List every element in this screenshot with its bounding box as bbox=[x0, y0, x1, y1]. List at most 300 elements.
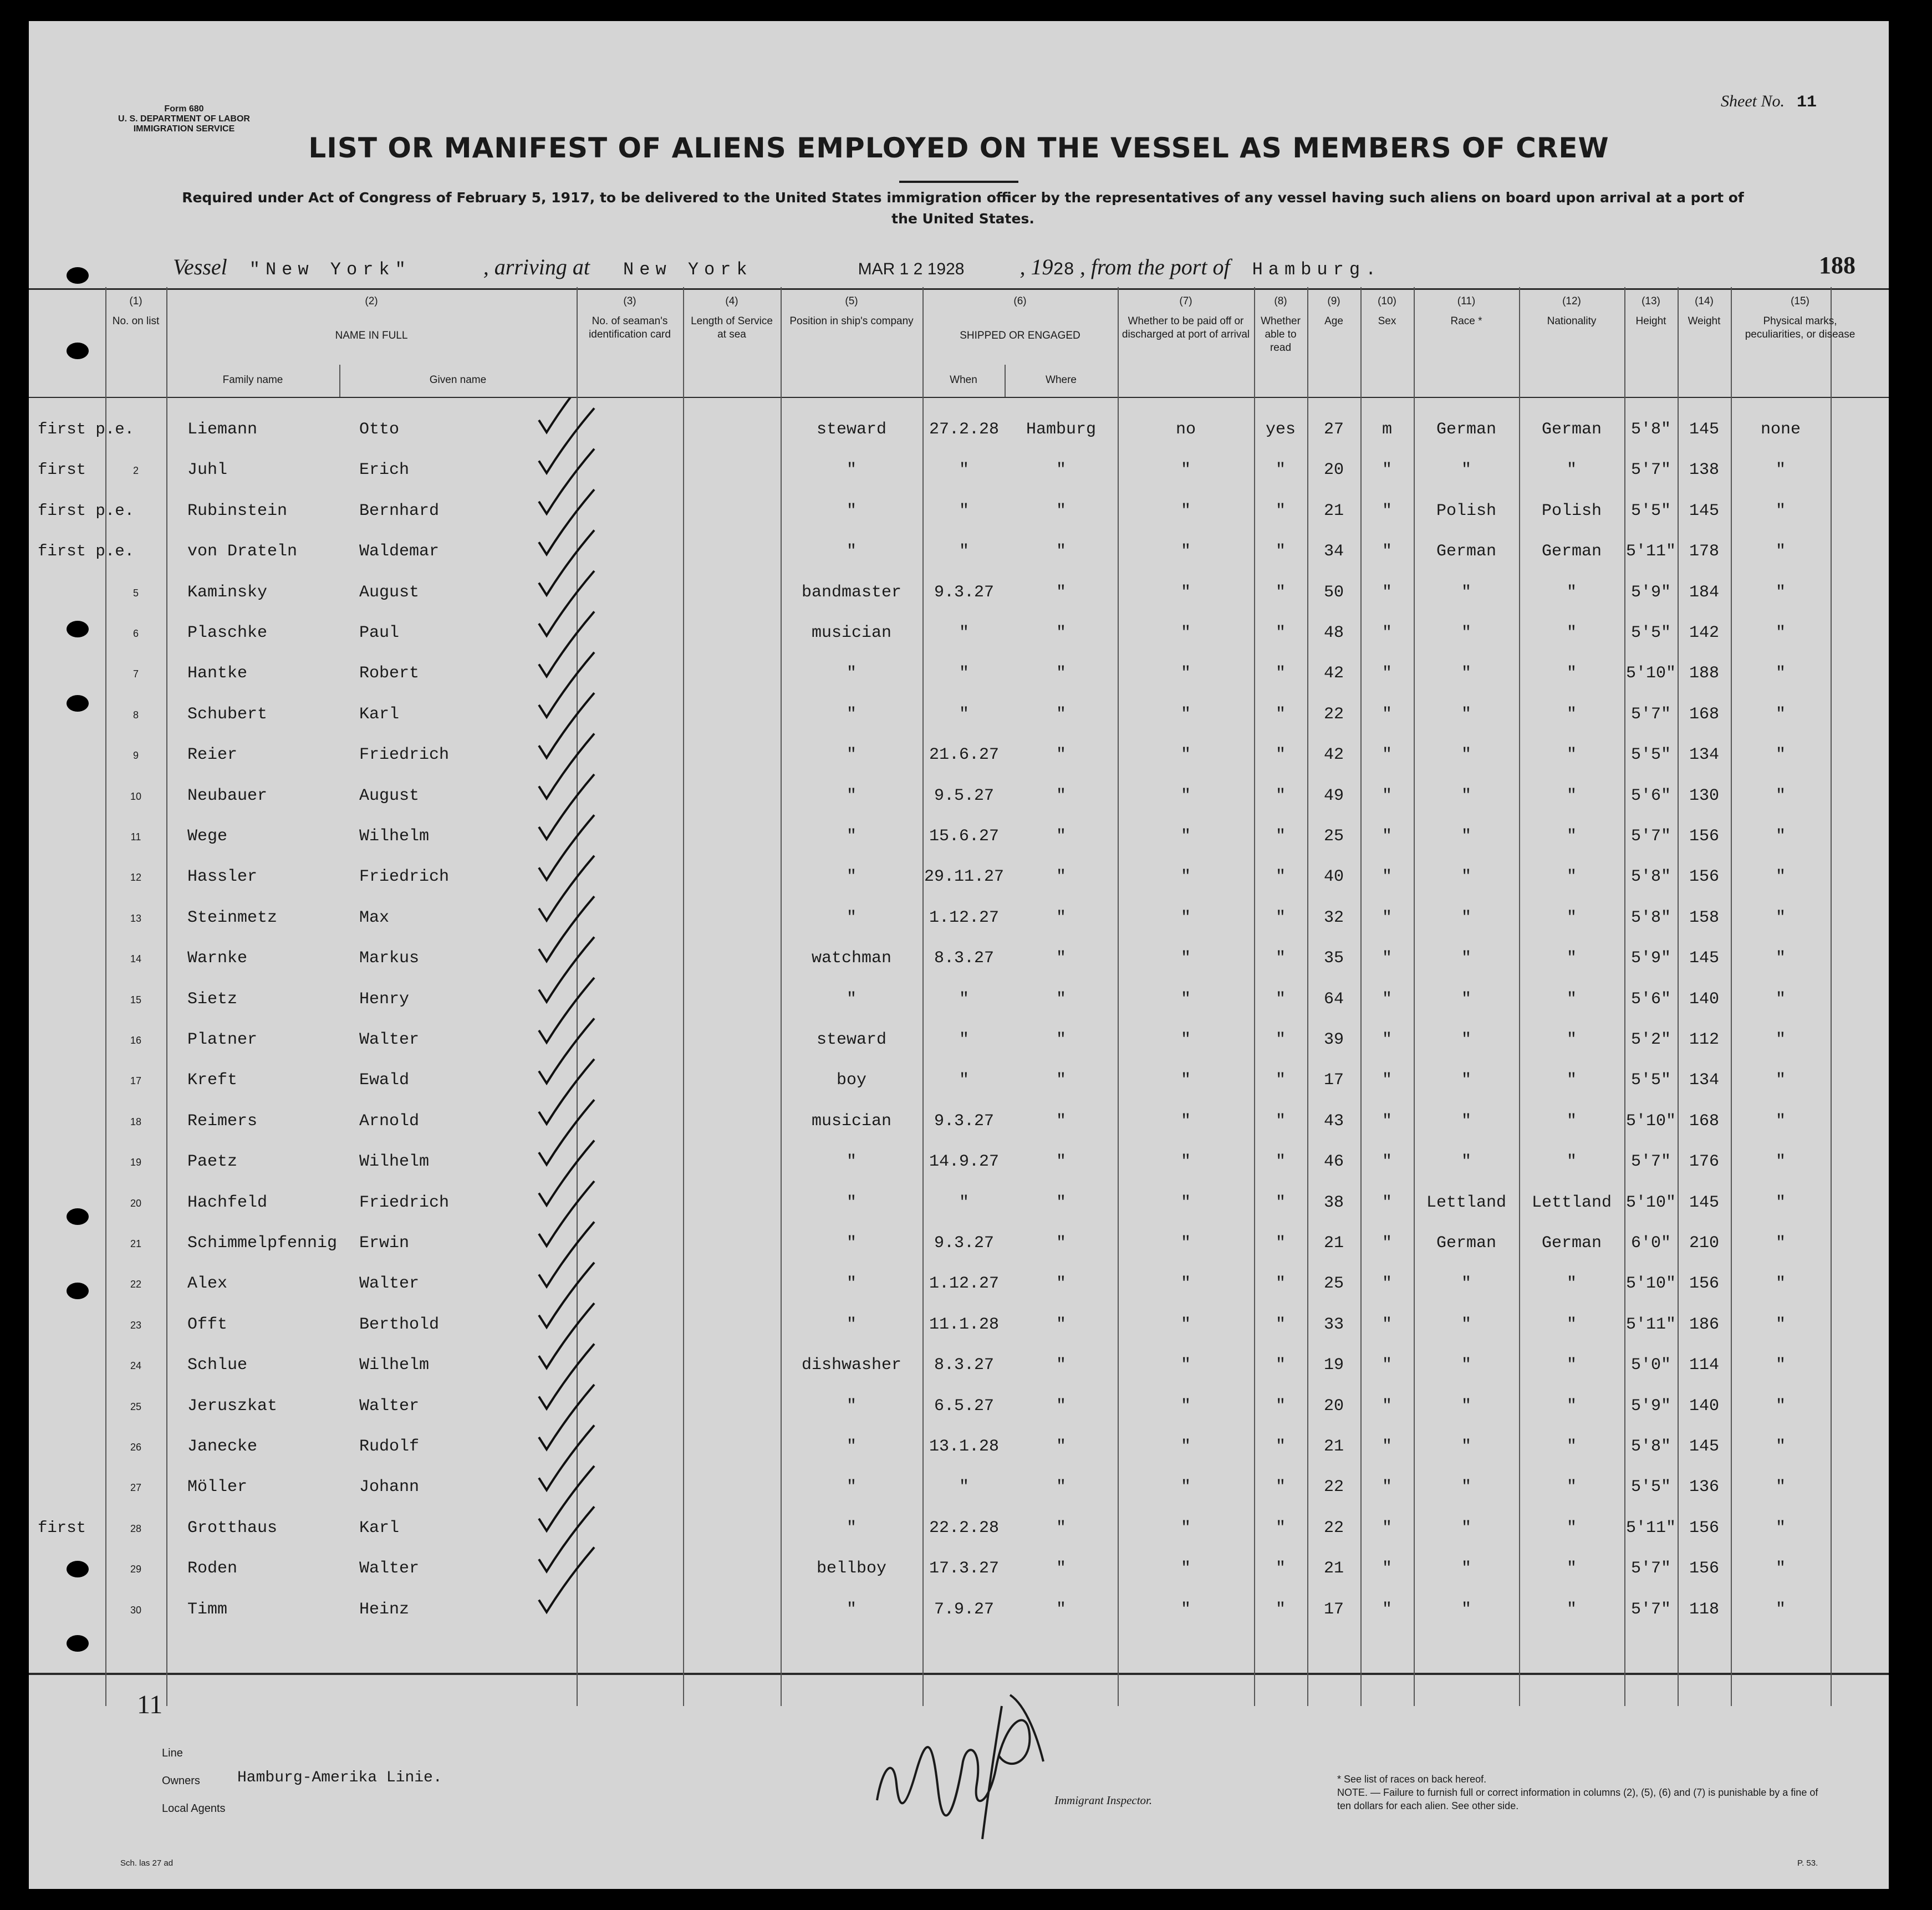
cell-height: 5'8" bbox=[1630, 908, 1671, 927]
cell-read: " bbox=[1275, 1396, 1286, 1416]
owners-value: Hamburg-Amerika Linie. bbox=[237, 1769, 442, 1786]
cell-age: 20 bbox=[1323, 461, 1344, 480]
cell-marks: " bbox=[1775, 1396, 1786, 1416]
cell-age: 46 bbox=[1323, 1152, 1344, 1172]
cell-read: " bbox=[1275, 1152, 1286, 1172]
cell-age: 22 bbox=[1323, 704, 1344, 724]
cell-where: " bbox=[1056, 1030, 1066, 1049]
cell-position: " bbox=[846, 704, 857, 724]
cell-when: 9.3.27 bbox=[934, 583, 995, 602]
cell-paid: " bbox=[1180, 867, 1191, 887]
cell-nationality: " bbox=[1566, 664, 1577, 683]
checkmark bbox=[539, 1506, 594, 1571]
column-number: (7) bbox=[1179, 295, 1192, 307]
cell-sex: " bbox=[1382, 1315, 1392, 1334]
cell-given: Paul bbox=[359, 624, 400, 642]
cell-when: " bbox=[959, 461, 969, 480]
cell-height: 5'9" bbox=[1630, 949, 1671, 968]
cell-where: " bbox=[1056, 1193, 1066, 1212]
column-sublabel: Family name bbox=[222, 374, 283, 386]
checkmark bbox=[539, 815, 594, 880]
arriving-label: , arriving at bbox=[483, 254, 590, 279]
cell-when: " bbox=[959, 1030, 969, 1049]
cell-when: 8.3.27 bbox=[934, 949, 995, 968]
column-number: (3) bbox=[623, 295, 636, 307]
cell-position: " bbox=[846, 1193, 857, 1212]
cell-sex: " bbox=[1382, 989, 1392, 1009]
cell-position: " bbox=[846, 1478, 857, 1497]
column-label: Age bbox=[1324, 315, 1343, 327]
row-status-prefix: first p.e. bbox=[38, 420, 135, 438]
cell-position: " bbox=[846, 1396, 857, 1416]
cell-given: Max bbox=[359, 908, 390, 927]
cell-race: " bbox=[1461, 664, 1471, 683]
cell-sex: " bbox=[1382, 1030, 1392, 1049]
cell-read: " bbox=[1275, 949, 1286, 968]
cell-where: " bbox=[1056, 1518, 1066, 1538]
cell-race: " bbox=[1461, 1356, 1471, 1375]
cell-race: " bbox=[1461, 1437, 1471, 1456]
cell-weight: 156 bbox=[1689, 827, 1719, 846]
cell-paid: " bbox=[1180, 704, 1191, 724]
cell-no: 9 bbox=[132, 750, 139, 762]
cell-weight: 188 bbox=[1689, 664, 1719, 683]
arriving-port: New York bbox=[623, 259, 753, 280]
cell-sex: " bbox=[1382, 867, 1392, 887]
cell-no: 16 bbox=[130, 1035, 142, 1046]
cell-height: 5'11" bbox=[1625, 1518, 1676, 1538]
cell-paid: " bbox=[1180, 1274, 1191, 1294]
page-subtitle: Required under Act of Congress of February 5, 1917, to be delivered to the United States immigration officer by the representatives of any vessel having such aliens on board upon arrival at a port of the United States. bbox=[182, 190, 1744, 227]
cell-read: " bbox=[1275, 1030, 1286, 1049]
cell-read: " bbox=[1275, 664, 1286, 683]
cell-read: " bbox=[1275, 704, 1286, 724]
cell-family: Möller bbox=[187, 1478, 248, 1497]
cell-marks: " bbox=[1775, 501, 1786, 520]
cell-nationality: " bbox=[1566, 908, 1577, 927]
cell-position: watchman bbox=[811, 949, 892, 968]
cell-race: " bbox=[1461, 1152, 1471, 1172]
cell-given: Robert bbox=[359, 664, 420, 683]
cell-height: 5'11" bbox=[1625, 542, 1676, 561]
checkmark bbox=[539, 408, 594, 473]
cell-weight: 130 bbox=[1689, 786, 1719, 805]
column-number: (9) bbox=[1327, 295, 1340, 307]
cell-given: Heinz bbox=[359, 1600, 410, 1619]
owners-label: Owners bbox=[162, 1775, 200, 1787]
cell-no: 5 bbox=[132, 587, 139, 599]
cell-paid: " bbox=[1180, 949, 1191, 968]
cell-given: Johann bbox=[359, 1478, 420, 1497]
cell-where: " bbox=[1056, 786, 1066, 805]
cell-age: 38 bbox=[1323, 1193, 1344, 1212]
cell-weight: 134 bbox=[1689, 1071, 1719, 1090]
cell-nationality: " bbox=[1566, 989, 1577, 1009]
cell-when: 21.6.27 bbox=[929, 745, 1000, 765]
cell-position: " bbox=[846, 1600, 857, 1619]
cell-sex: " bbox=[1382, 908, 1392, 927]
cell-read: " bbox=[1275, 1437, 1286, 1456]
cell-no: 6 bbox=[132, 628, 139, 639]
cell-nationality: " bbox=[1566, 827, 1577, 846]
cell-given: Friedrich bbox=[359, 745, 450, 765]
cell-race: " bbox=[1461, 583, 1471, 602]
cell-where: " bbox=[1056, 1478, 1066, 1497]
cell-when: 22.2.28 bbox=[929, 1518, 1000, 1538]
cell-family: Platner bbox=[187, 1030, 258, 1049]
department-name: U. S. DEPARTMENT OF LABOR bbox=[118, 114, 250, 124]
cell-position: " bbox=[846, 908, 857, 927]
cell-read: " bbox=[1275, 1071, 1286, 1090]
cell-marks: " bbox=[1775, 1152, 1786, 1172]
cell-family: Schlue bbox=[187, 1356, 248, 1375]
cell-position: " bbox=[846, 827, 857, 846]
cell-position: " bbox=[846, 989, 857, 1009]
cell-position: " bbox=[846, 461, 857, 480]
cell-given: Wilhelm bbox=[359, 1152, 430, 1172]
cell-race: " bbox=[1461, 1315, 1471, 1334]
cell-position: musician bbox=[811, 624, 892, 642]
cell-height: 5'0" bbox=[1630, 1356, 1671, 1375]
cell-sex: " bbox=[1382, 827, 1392, 846]
page-title: LIST OR MANIFEST OF ALIENS EMPLOYED ON THE VESSEL AS MEMBERS OF CREW bbox=[308, 132, 1609, 164]
cell-weight: 145 bbox=[1689, 501, 1719, 520]
checkmark bbox=[539, 1303, 594, 1368]
cell-paid: " bbox=[1180, 1356, 1191, 1375]
cell-when: " bbox=[959, 664, 969, 683]
cell-no: 8 bbox=[132, 709, 139, 721]
checkmark bbox=[539, 774, 594, 839]
cell-paid: " bbox=[1180, 1030, 1191, 1049]
cell-position: " bbox=[846, 745, 857, 765]
cell-race: " bbox=[1461, 949, 1471, 968]
checkmark bbox=[539, 1141, 594, 1206]
cell-sex: " bbox=[1382, 542, 1392, 561]
column-label: Physical marks, peculiarities, or disease bbox=[1745, 315, 1855, 340]
cell-no: 2 bbox=[132, 465, 139, 477]
cell-weight: 156 bbox=[1689, 1518, 1719, 1538]
sheet-number bbox=[1721, 92, 1817, 112]
cell-where: " bbox=[1056, 461, 1066, 480]
cell-age: 21 bbox=[1323, 1234, 1344, 1253]
cell-age: 33 bbox=[1323, 1315, 1344, 1334]
cell-family: Roden bbox=[187, 1559, 238, 1579]
vessel-label: Vessel bbox=[173, 254, 227, 279]
cell-paid: " bbox=[1180, 1559, 1191, 1579]
column-label: Height bbox=[1635, 315, 1666, 327]
cell-sex: " bbox=[1382, 1437, 1392, 1456]
cell-race: " bbox=[1461, 1274, 1471, 1294]
column-number: (11) bbox=[1457, 295, 1476, 307]
cell-position: " bbox=[846, 1234, 857, 1253]
cell-height: 5'7" bbox=[1630, 1600, 1671, 1619]
date-stamp: MAR 1 2 1928 bbox=[858, 260, 965, 278]
cell-sex: " bbox=[1382, 949, 1392, 968]
cell-position: " bbox=[846, 867, 857, 887]
cell-family: Jeruszkat bbox=[187, 1396, 278, 1416]
cell-read: " bbox=[1275, 583, 1286, 602]
cell-read: yes bbox=[1265, 420, 1296, 439]
cell-marks: " bbox=[1775, 1600, 1786, 1619]
checkmark bbox=[539, 1385, 594, 1449]
cell-nationality: Polish bbox=[1541, 501, 1602, 520]
cell-no: 21 bbox=[130, 1238, 142, 1249]
cell-marks: " bbox=[1775, 1111, 1786, 1131]
cell-where: " bbox=[1056, 1111, 1066, 1131]
cell-height: 5'10" bbox=[1625, 1111, 1676, 1131]
cell-family: Timm bbox=[187, 1600, 228, 1619]
checkmark bbox=[539, 693, 594, 758]
cell-weight: 168 bbox=[1689, 1111, 1719, 1131]
cell-when: 15.6.27 bbox=[929, 827, 1000, 846]
cell-when: " bbox=[959, 704, 969, 724]
cell-race: Polish bbox=[1436, 501, 1497, 520]
cell-read: " bbox=[1275, 461, 1286, 480]
cell-family: Janecke bbox=[187, 1437, 258, 1456]
cell-given: Bernhard bbox=[359, 501, 440, 520]
cell-where: " bbox=[1056, 1356, 1066, 1375]
cell-where: " bbox=[1056, 501, 1066, 520]
cell-height: 5'8" bbox=[1630, 867, 1671, 887]
cell-age: 39 bbox=[1323, 1030, 1344, 1049]
cell-family: Hachfeld bbox=[187, 1193, 268, 1212]
cell-age: 20 bbox=[1323, 1396, 1344, 1416]
cell-given: Waldemar bbox=[359, 542, 440, 561]
cell-nationality: German bbox=[1541, 420, 1602, 439]
cell-paid: " bbox=[1180, 1193, 1191, 1212]
cell-family: Wege bbox=[187, 827, 228, 846]
cell-when: " bbox=[959, 624, 969, 642]
cell-sex: " bbox=[1382, 583, 1392, 602]
cell-height: 5'5" bbox=[1630, 745, 1671, 765]
cell-no: 28 bbox=[130, 1523, 142, 1534]
cell-given: Erich bbox=[359, 461, 410, 480]
cell-when: 9.5.27 bbox=[934, 786, 995, 805]
cell-nationality: German bbox=[1541, 542, 1602, 561]
sheet-value: 11 bbox=[1796, 93, 1817, 112]
cell-family: Sietz bbox=[187, 989, 238, 1009]
cell-weight: 142 bbox=[1689, 624, 1719, 642]
cell-height: 5'7" bbox=[1630, 1559, 1671, 1579]
service-name: IMMIGRATION SERVICE bbox=[133, 124, 235, 134]
checkmark bbox=[539, 1425, 594, 1490]
cell-age: 17 bbox=[1323, 1600, 1344, 1619]
punch-hole bbox=[67, 1561, 89, 1577]
row-status-prefix: first bbox=[38, 461, 86, 479]
cell-position: bellboy bbox=[816, 1559, 887, 1579]
column-number: (5) bbox=[845, 295, 858, 307]
cell-height: 5'5" bbox=[1630, 1071, 1671, 1090]
checkmark bbox=[539, 978, 594, 1043]
cell-no: 26 bbox=[130, 1442, 142, 1453]
cell-position: steward bbox=[816, 420, 887, 439]
cell-when: 11.1.28 bbox=[929, 1315, 1000, 1334]
cell-race: " bbox=[1461, 1478, 1471, 1497]
column-label: Weight bbox=[1688, 315, 1721, 327]
column-sublabel: Given name bbox=[429, 374, 487, 386]
cell-when: 7.9.27 bbox=[934, 1600, 995, 1619]
cell-where: " bbox=[1056, 704, 1066, 724]
cell-sex: " bbox=[1382, 786, 1392, 805]
cell-given: August bbox=[359, 786, 420, 805]
column-number: (4) bbox=[725, 295, 738, 307]
cell-age: 21 bbox=[1323, 1437, 1344, 1456]
cell-race: " bbox=[1461, 989, 1471, 1009]
cell-paid: " bbox=[1180, 1111, 1191, 1131]
column-number: (10) bbox=[1378, 295, 1396, 307]
cell-where: " bbox=[1056, 1274, 1066, 1294]
cell-read: " bbox=[1275, 1274, 1286, 1294]
cell-nationality: " bbox=[1566, 1396, 1577, 1416]
cell-nationality: " bbox=[1566, 1030, 1577, 1049]
cell-where: " bbox=[1056, 745, 1066, 765]
checkmark bbox=[539, 530, 594, 595]
cell-when: 14.9.27 bbox=[929, 1152, 1000, 1172]
cell-nationality: " bbox=[1566, 1356, 1577, 1375]
sheet-label: Sheet No. bbox=[1721, 92, 1785, 110]
cell-paid: " bbox=[1180, 989, 1191, 1009]
cell-nationality: " bbox=[1566, 1600, 1577, 1619]
cell-weight: 140 bbox=[1689, 989, 1719, 1009]
cell-where: " bbox=[1056, 989, 1066, 1009]
cell-given: Walter bbox=[359, 1030, 420, 1049]
cell-marks: " bbox=[1775, 786, 1786, 805]
cell-paid: " bbox=[1180, 1396, 1191, 1416]
column-label: Length of Service at sea bbox=[691, 315, 773, 340]
year-label: , 19 bbox=[1019, 254, 1053, 279]
checkmark bbox=[539, 1466, 594, 1531]
cell-nationality: " bbox=[1566, 1071, 1577, 1090]
checkmark bbox=[539, 1344, 594, 1409]
cell-race: " bbox=[1461, 624, 1471, 642]
punch-hole bbox=[67, 343, 89, 359]
punch-hole bbox=[67, 1283, 89, 1299]
cell-age: 50 bbox=[1323, 583, 1344, 602]
title-underline bbox=[899, 181, 1018, 183]
cell-race: " bbox=[1461, 1030, 1471, 1049]
cell-height: 5'5" bbox=[1630, 624, 1671, 642]
cell-weight: 186 bbox=[1689, 1315, 1719, 1334]
column-label: Position in ship's company bbox=[789, 315, 914, 327]
punch-hole bbox=[67, 1635, 89, 1652]
column-label: Nationality bbox=[1547, 315, 1597, 327]
header-bottom-rule bbox=[29, 397, 1889, 398]
cell-read: " bbox=[1275, 786, 1286, 805]
cell-age: 22 bbox=[1323, 1478, 1344, 1497]
cell-position: " bbox=[846, 1315, 857, 1334]
cell-where: " bbox=[1056, 867, 1066, 887]
cell-paid: " bbox=[1180, 583, 1191, 602]
cell-given: Berthold bbox=[359, 1315, 440, 1334]
manifest-sheet bbox=[29, 21, 1889, 1889]
cell-marks: " bbox=[1775, 1274, 1786, 1294]
cell-family: Reimers bbox=[187, 1111, 258, 1131]
cell-paid: " bbox=[1180, 1518, 1191, 1538]
cell-sex: " bbox=[1382, 1600, 1392, 1619]
cell-weight: 184 bbox=[1689, 583, 1719, 602]
cell-sex: " bbox=[1382, 1274, 1392, 1294]
cell-age: 42 bbox=[1323, 664, 1344, 683]
cell-weight: 156 bbox=[1689, 867, 1719, 887]
cell-no: 7 bbox=[132, 668, 139, 680]
row-status-prefix: first bbox=[38, 1518, 86, 1537]
cell-age: 40 bbox=[1323, 867, 1344, 887]
page-number: 188 bbox=[1819, 252, 1855, 279]
cell-position: dishwasher bbox=[801, 1356, 902, 1375]
cell-age: 32 bbox=[1323, 908, 1344, 927]
cell-height: 5'6" bbox=[1630, 786, 1671, 805]
cell-family: von Drateln bbox=[187, 542, 298, 561]
cell-position: " bbox=[846, 1274, 857, 1294]
cell-read: " bbox=[1275, 1111, 1286, 1131]
cell-paid: " bbox=[1180, 1315, 1191, 1334]
cell-when: 8.3.27 bbox=[934, 1356, 995, 1375]
cell-given: August bbox=[359, 583, 420, 602]
cell-family: Warnke bbox=[187, 949, 248, 968]
cell-nationality: German bbox=[1541, 1234, 1602, 1253]
column-number: (8) bbox=[1274, 295, 1287, 307]
cell-weight: 145 bbox=[1689, 420, 1719, 439]
cell-no: 20 bbox=[130, 1197, 142, 1209]
cell-no: 19 bbox=[130, 1157, 142, 1168]
checkmark bbox=[539, 611, 594, 676]
cell-weight: 178 bbox=[1689, 542, 1719, 561]
cell-sex: " bbox=[1382, 1193, 1392, 1212]
cell-nationality: " bbox=[1566, 1518, 1577, 1538]
cell-where: " bbox=[1056, 583, 1066, 602]
cell-marks: " bbox=[1775, 989, 1786, 1009]
cell-no: 25 bbox=[130, 1401, 142, 1412]
cell-paid: " bbox=[1180, 1478, 1191, 1497]
column-number: (1) bbox=[129, 295, 142, 307]
column-label: Race * bbox=[1450, 315, 1482, 327]
row-status-prefix: first p.e. bbox=[38, 542, 135, 561]
cell-position: " bbox=[846, 501, 857, 520]
cell-marks: " bbox=[1775, 908, 1786, 927]
cell-no: 17 bbox=[130, 1075, 142, 1087]
cell-read: " bbox=[1275, 501, 1286, 520]
column-number: (12) bbox=[1562, 295, 1581, 307]
checkmark bbox=[539, 937, 594, 1002]
cell-paid: " bbox=[1180, 745, 1191, 765]
cell-nationality: " bbox=[1566, 1152, 1577, 1172]
cell-age: 64 bbox=[1323, 989, 1344, 1009]
cell-race: German bbox=[1436, 1234, 1497, 1253]
cell-when: " bbox=[959, 1071, 969, 1090]
cell-sex: " bbox=[1382, 704, 1392, 724]
cell-paid: " bbox=[1180, 1234, 1191, 1253]
cell-where: " bbox=[1056, 1600, 1066, 1619]
row-status-prefix: first p.e. bbox=[38, 501, 135, 520]
cell-height: 6'0" bbox=[1630, 1234, 1671, 1253]
cell-height: 5'9" bbox=[1630, 583, 1671, 602]
cell-weight: 176 bbox=[1689, 1152, 1719, 1172]
cell-no: 10 bbox=[130, 790, 142, 802]
cell-read: " bbox=[1275, 1234, 1286, 1253]
year-value: 28 bbox=[1053, 259, 1074, 280]
cell-height: 5'6" bbox=[1630, 989, 1671, 1009]
cell-when: 17.3.27 bbox=[929, 1559, 1000, 1579]
cell-nationality: Lettland bbox=[1531, 1193, 1612, 1212]
cell-family: Juhl bbox=[187, 461, 228, 480]
cell-given: Walter bbox=[359, 1396, 420, 1416]
cell-sex: " bbox=[1382, 1559, 1392, 1579]
cell-paid: " bbox=[1180, 786, 1191, 805]
cell-age: 21 bbox=[1323, 501, 1344, 520]
cell-height: 5'5" bbox=[1630, 1478, 1671, 1497]
cell-family: Kreft bbox=[187, 1071, 238, 1090]
cell-position: " bbox=[846, 542, 857, 561]
